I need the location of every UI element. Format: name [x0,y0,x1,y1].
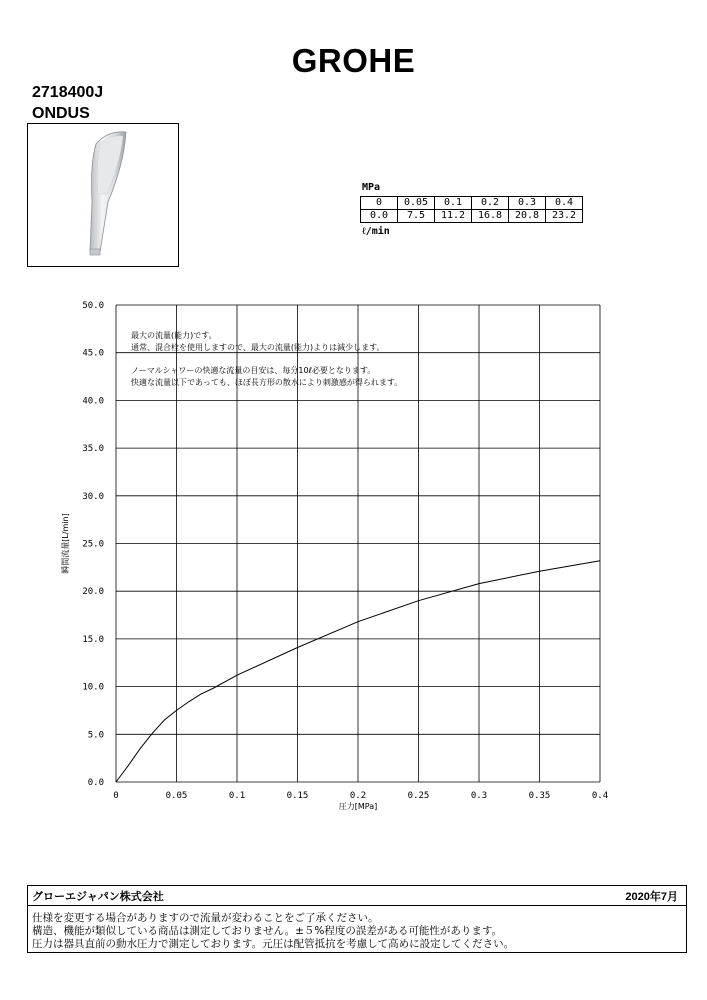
x-tick-label: 0.05 [165,791,188,801]
x-axis-label: 圧力[MPa] [338,802,378,811]
x-tick-label: 0.1 [228,791,246,801]
pressure-cell: 0 [361,197,398,210]
flow-cell: 20.8 [509,210,546,223]
y-tick-label: 15.0 [82,634,104,645]
product-image [27,123,179,267]
y-tick-label: 20.0 [82,587,104,598]
product-heading [32,82,103,124]
chart-annotation: 通常、混合栓を使用しますので、最大の流量(能力)よりは減少します。 [131,343,385,352]
flow-cell: 16.8 [472,210,509,223]
flow-row [361,210,583,223]
flow-cell: 23.2 [546,210,583,223]
pressure-row [361,197,583,210]
pressure-cell: 0.05 [398,197,435,210]
pressure-unit: MPa [362,182,381,193]
chart-annotation: 最大の流量(能力)です。 [131,331,217,340]
y-tick-label: 10.0 [82,682,104,693]
product-code: 2718400J [32,84,104,101]
x-tick-label: 0.15 [286,791,309,801]
flow-unit: ℓ/min [362,226,390,237]
company-name: グローエジャパン株式会社 [32,891,164,903]
y-tick-label: 35.0 [82,444,104,455]
x-tick-label: 0.3 [470,791,488,801]
flow-cell: 7.5 [398,210,435,223]
y-tick-label: 25.0 [82,539,104,550]
hand-shower-icon [28,124,178,266]
pressure-cell: 0.2 [472,197,509,210]
y-tick-label: 0.0 [87,778,104,788]
y-tick-label: 30.0 [82,491,104,502]
flow-pressure-chart [0,290,707,820]
flow-cell: 0.0 [361,210,398,223]
chart-annotation: ノーマルシャワーの快適な流量の目安は、毎分10ℓ必要となります。 [131,366,376,375]
footer-note: 仕様を変更する場合がありますので流量が変わることをご了承ください。 [32,912,379,924]
footer [27,885,687,953]
flow-table [360,196,583,223]
product-name: ONDUS [32,105,90,122]
pressure-cell: 0.4 [546,197,583,210]
y-tick-label: 45.0 [82,348,104,359]
brand-logo: GROHE [291,42,416,79]
footer-note: 構造、機能が類似している商品は測定しておりません。±５%程度の誤差がある可能性があります。 [32,925,503,937]
footer-divider [28,905,686,906]
flow-cell: 11.2 [435,210,472,223]
y-axis-label: 瞬間流量[L/min] [61,513,70,574]
x-tick-label: 0 [113,791,119,801]
pressure-cell: 0.1 [435,197,472,210]
y-tick-label: 50.0 [82,301,104,311]
y-tick-label: 5.0 [87,730,104,741]
x-tick-label: 0.25 [407,791,430,801]
x-tick-label: 0.2 [349,791,367,801]
footer-note: 圧力は器具直前の動水圧力で測定しております。元圧は配管抵抗を考慮して高めに設定してください。 [32,938,515,950]
y-tick-label: 40.0 [82,396,104,407]
chart-annotation: 快適な流量以下であっても、ほぼ長方形の散水により刺激感が得られます。 [131,378,403,387]
issue-date: 2020年7月 [625,891,678,903]
x-tick-label: 0.35 [528,791,551,801]
x-tick-label: 0.4 [591,791,609,801]
pressure-cell: 0.3 [509,197,546,210]
